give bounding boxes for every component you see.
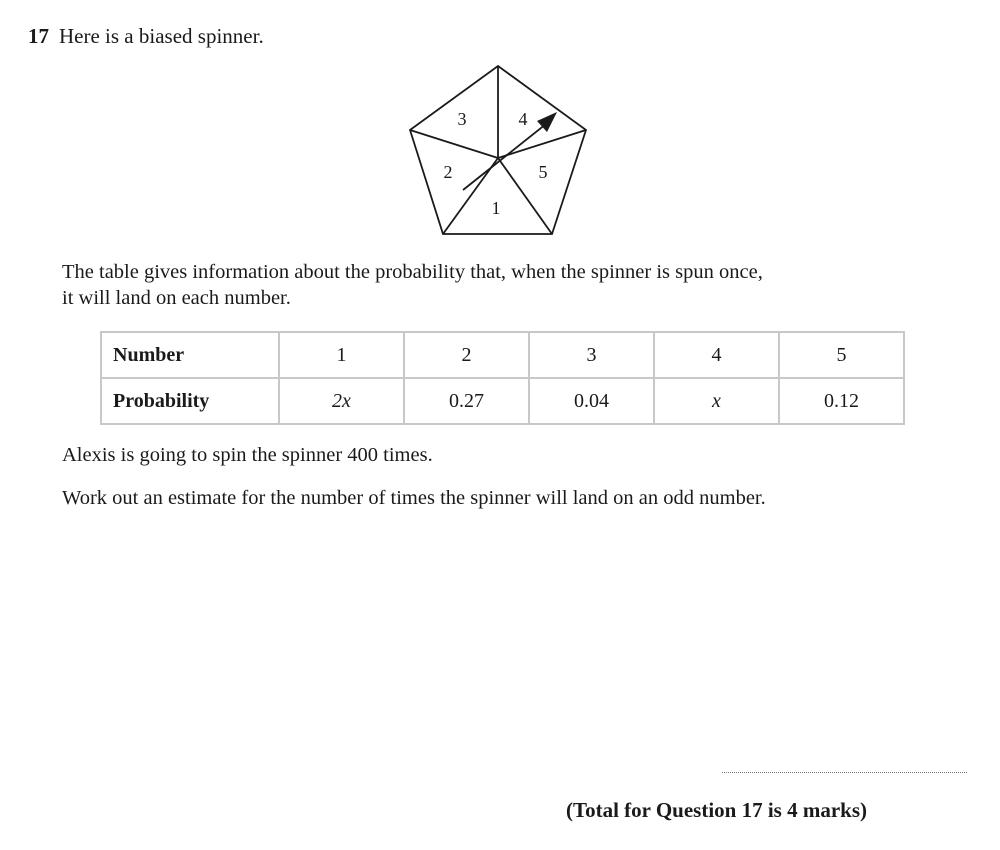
table-row-probability [101,378,904,424]
body-text-task: Work out an estimate for the number of times the spinner will land on an odd number. [62,487,766,509]
number-cell: 1 [279,332,404,378]
question-number: 17 [28,24,49,48]
spinner-label-1: 1 [491,198,501,218]
table-row-number [101,332,904,378]
probability-cell: 0.27 [404,378,529,424]
row-header-probability: Probability [101,378,279,424]
spinner-divider-left [410,130,498,158]
probability-cell: 0.04 [529,378,654,424]
number-cell: 3 [529,332,654,378]
spinner-pointer-shaft [463,124,546,190]
spinner-divider-right [498,130,586,158]
answer-line[interactable] [722,772,967,773]
probability-cell: 2x [279,378,404,424]
intro-line-1: The table gives information about the probability that, when the spinner is spun once, [62,261,763,283]
spinner-label-2: 2 [443,162,453,182]
probability-cell: 0.12 [779,378,904,424]
number-cell: 4 [654,332,779,378]
intro-line-2: it will land on each number. [62,287,291,309]
probability-cell: x [654,378,779,424]
question-header [28,24,264,49]
number-cell: 2 [404,332,529,378]
row-header-number: Number [101,332,279,378]
intro-text [62,259,763,311]
total-marks: (Total for Question 17 is 4 marks) [566,798,868,822]
number-cell: 5 [779,332,904,378]
question-stem: Here is a biased spinner. [59,24,264,48]
probability-table [100,331,905,425]
spinner-label-4: 4 [518,109,528,129]
spinner-label-5: 5 [538,162,548,182]
spinner-label-3: 3 [457,109,467,129]
spinner-diagram [400,60,590,240]
body-text-spins: Alexis is going to spin the spinner 400 times. [62,444,433,466]
